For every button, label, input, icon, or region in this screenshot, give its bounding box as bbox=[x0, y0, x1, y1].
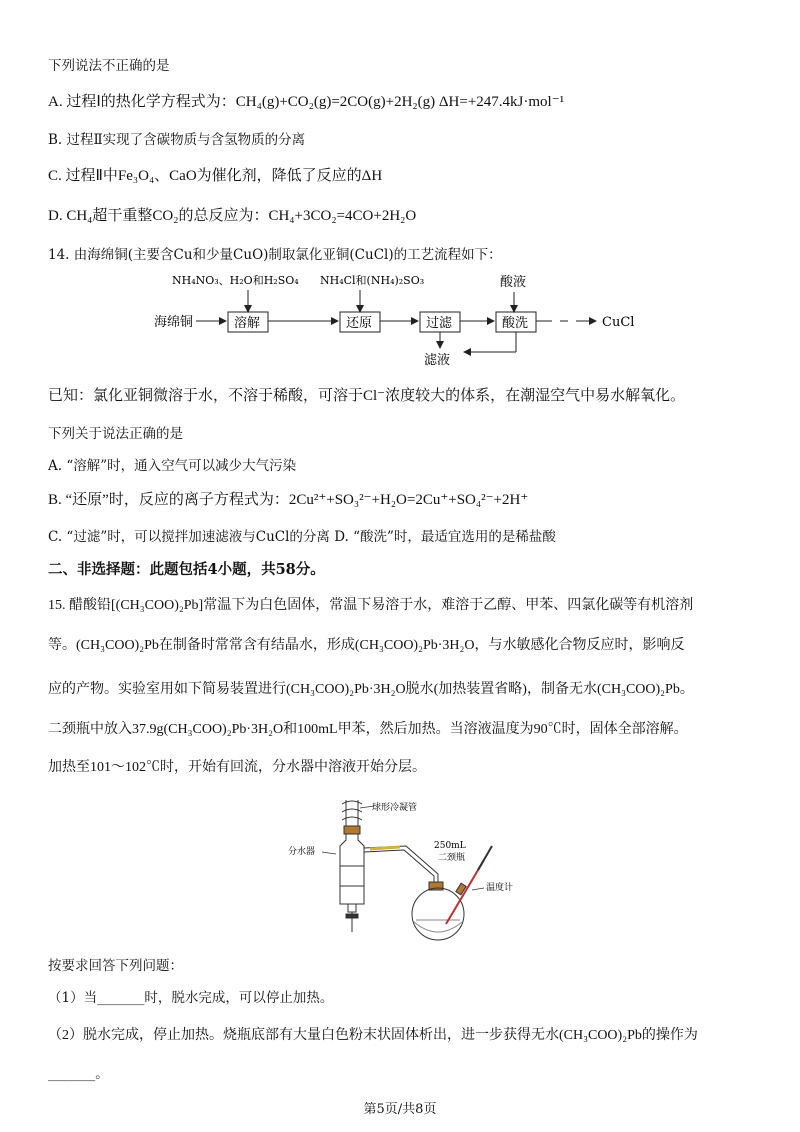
label-condenser: 球形冷凝管 bbox=[372, 803, 418, 813]
label-separator: 分水器 bbox=[288, 847, 316, 857]
flow-product: CuCl bbox=[602, 315, 635, 330]
q15-para-4: 二颈瓶中放入37.9g(CH₃COO)₂Pb·3H₂O和100mL甲苯，然后加热。当溶液温度为90℃时，固体全部溶解。 bbox=[48, 722, 688, 737]
water-separator bbox=[340, 834, 364, 932]
flow-start: 海绵铜 bbox=[154, 315, 194, 330]
flow-reagent-4: 酸液 bbox=[500, 275, 527, 290]
label-flask-volume: 250mL bbox=[434, 841, 466, 851]
q15-instruction: 按要求回答下列问题： bbox=[48, 958, 183, 974]
q15-sub-2-blank: _______。 bbox=[48, 1066, 109, 1082]
q14-stem-2: 下列关于说法正确的是 bbox=[48, 426, 183, 442]
condenser bbox=[342, 800, 362, 834]
q14-known: 已知：氯化亚铜微溶于水，不溶于稀酸，可溶于Cl⁻浓度较大的体系，在潮湿空气中易水解氧化。 bbox=[48, 388, 686, 404]
flow-filtrate: 滤液 bbox=[424, 353, 451, 368]
q14-flowchart bbox=[150, 268, 670, 376]
q13-option-a: A. 过程Ⅰ的热化学方程式为：CH₄(g)+CO₂(g)=2CO(g)+2H₂(g) ΔH=+247.4kJ·mol⁻¹ bbox=[48, 94, 565, 110]
section-heading: 二、非选择题：此题包括4小题，共58分。 bbox=[48, 561, 325, 578]
q13-stem: 下列说法不正确的是 bbox=[48, 58, 170, 74]
label-thermometer: 温度计 bbox=[486, 883, 514, 893]
q15-para-1: 15. 醋酸铅[(CH₃COO)₂Pb]常温下为白色固体，常温下易溶于水，难溶于乙醇、甲苯、四氯化碳等有机溶剂 bbox=[48, 598, 694, 613]
flow-box-acidwash-label: 酸洗 bbox=[502, 316, 529, 331]
q15-sub-2: （2）脱水完成，停止加热。烧瓶底部有大量白色粉末状固体析出，进一步获得无水(CH₃COO)₂Pb的操作为 bbox=[48, 1028, 698, 1043]
flow-box-dissolve-label: 溶解 bbox=[234, 316, 261, 331]
q13-option-b: B. 过程Ⅱ实现了含碳物质与含氢物质的分离 bbox=[48, 132, 306, 148]
flow-box-reduce-label: 还原 bbox=[346, 316, 373, 331]
q15-sub-1: （1）当_______时，脱水完成，可以停止加热。 bbox=[48, 990, 334, 1006]
q13-option-c: C. 过程Ⅱ中Fe₃O₄、CaO为催化剂，降低了反应的ΔH bbox=[48, 168, 383, 184]
apparatus-diagram bbox=[288, 796, 528, 946]
q15-para-3: 应的产物。实验室用如下简易装置进行(CH₃COO)₂Pb·3H₂O脱水(加热装置省略)，制备无水(CH₃COO)₂Pb。 bbox=[48, 682, 694, 697]
side-arm bbox=[364, 846, 438, 884]
flow-box-filter-label: 过滤 bbox=[426, 316, 453, 331]
q14-option-b: B. “还原”时，反应的离子方程式为：2Cu²⁺+SO₃²⁻+H₂O=2Cu⁺+SO₄²⁻+2H⁺ bbox=[48, 492, 529, 508]
q14-stem: 14. 由海绵铜(主要含Cu和少量CuO)制取氯化亚铜(CuCl)的工艺流程如下： bbox=[48, 247, 502, 263]
q14-option-cd: C. “过滤”时，可以搅拌加速滤液与CuCl的分离 D. “酸洗”时，最适宜选用的是稀盐酸 bbox=[48, 529, 556, 545]
q13-option-d: D. CH₄超干重整CO₂的总反应为：CH₄+3CO₂=4CO+2H₂O bbox=[48, 208, 417, 224]
q14-option-a: A. “溶解”时，通入空气可以减少大气污染 bbox=[48, 458, 297, 474]
page-footer: 第5页/共8页 bbox=[363, 1102, 437, 1117]
q15-para-2: 等。(CH₃COO)₂Pb在制备时常常含有结晶水，形成(CH₃COO)₂Pb·3H₂O，与水敏感化合物反应时，影响反 bbox=[48, 638, 685, 653]
q15-para-5: 加热至101～102℃时，开始有回流，分水器中溶液开始分层。 bbox=[48, 760, 426, 775]
flow-reagent-2: NH₄Cl和(NH₄)₂SO₃ bbox=[320, 274, 425, 287]
label-flask-name: 二颈瓶 bbox=[438, 853, 466, 863]
flow-reagent-1: NH₄NO₃、H₂O和H₂SO₄ bbox=[172, 274, 299, 287]
